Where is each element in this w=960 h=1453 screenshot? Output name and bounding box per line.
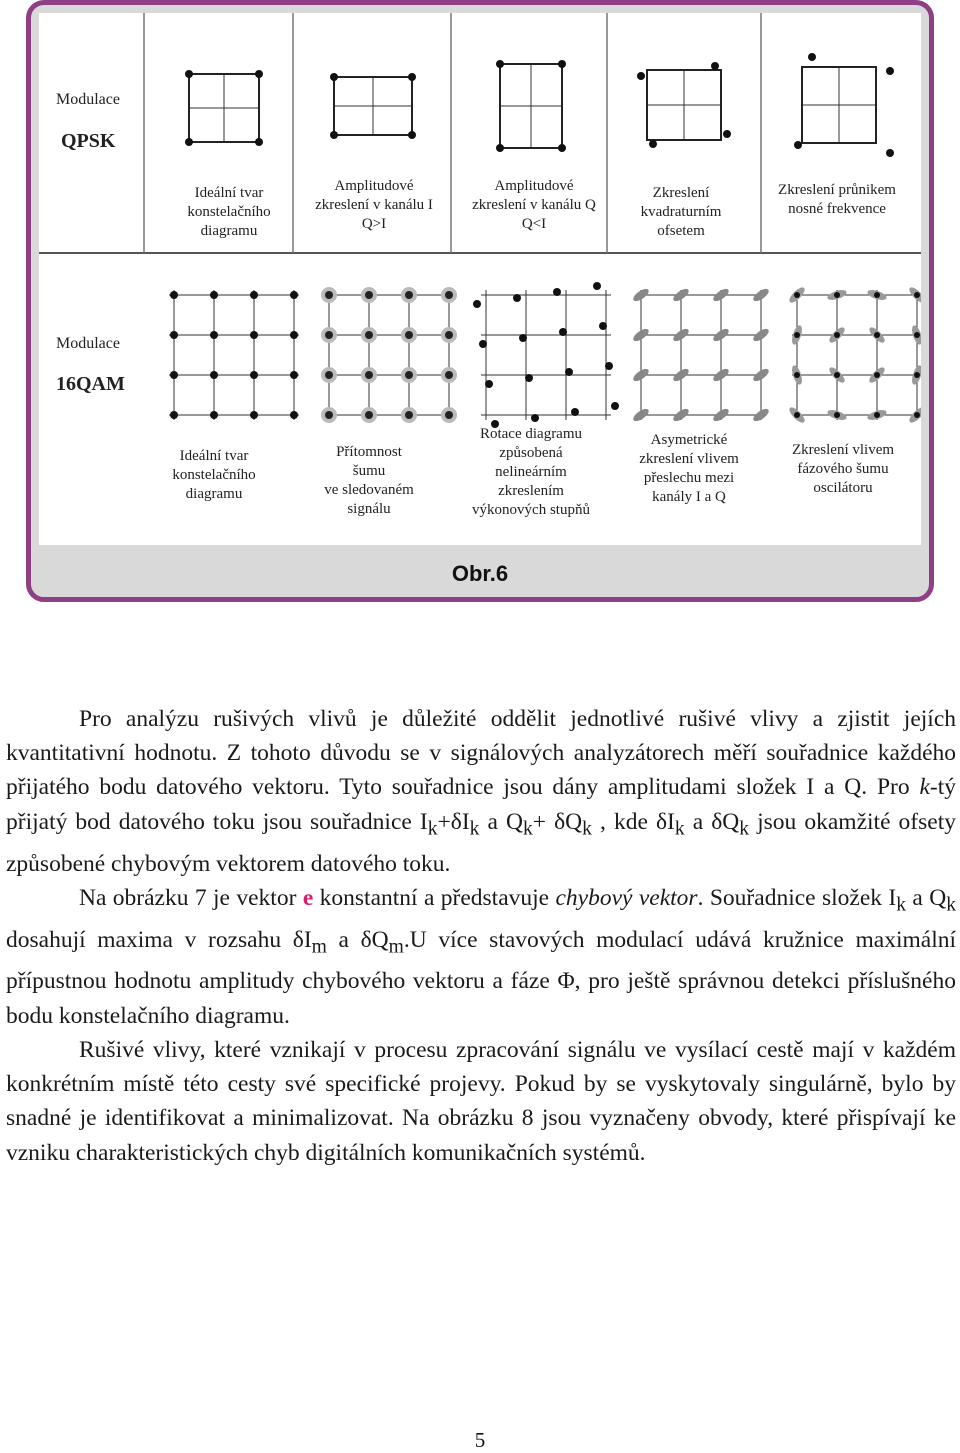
constellation-point [914,372,920,378]
figure-frame [26,0,934,602]
constellation-point [365,291,373,299]
constellation-point [496,60,504,68]
constellation-point [559,328,567,336]
constellation-point [558,60,566,68]
constellation-point [290,411,298,419]
constellation-point [874,412,880,418]
constellation-point [365,411,373,419]
constellation-point [723,130,731,138]
paragraph-3: Rušivé vlivy, které vznikají v procesu zpracování signálu ve vysílací cestě mají v každém konkrétním místě této cesty své specifické projevy. Pokud by se vyskytovaly singulárně, bylo by snadné je identifikovat a minimalizovat. Na obrázku 8 jsou vyznačeny obvody, které přispívají ke vzniku charakteristických chyb digitálních komunikačních systémů. [6,1036,956,1166]
constellation-point [834,332,840,338]
constellation-point [553,288,561,296]
constellation-point [531,414,539,422]
constellation-point [834,412,840,418]
constellation-point [834,372,840,378]
constellation-point [445,371,453,379]
constellation-point [637,72,645,80]
constellation-point [325,331,333,339]
constellation-point [599,322,607,330]
qam-label-top: Modulace [56,335,120,352]
constellation-point [250,291,258,299]
constellation-point [250,371,258,379]
constellation-point [170,371,178,379]
constellation-point [611,402,619,410]
constellation-point [255,138,263,146]
constellation-point [250,411,258,419]
constellation-point [914,412,920,418]
constellation-point [914,332,920,338]
constellation-point [365,331,373,339]
qam-caption-5: Zkreslení vlivem fázového šumu oscilátoru [791,442,895,496]
constellation-point [290,291,298,299]
constellation-point [649,140,657,148]
constellation-point [255,70,263,78]
constellation-point [445,331,453,339]
constellation-point [794,372,800,378]
body-text [6,702,956,1170]
constellation-point [834,292,840,298]
constellation-point [565,368,573,376]
page-number: 5 [474,1428,486,1452]
constellation-point [210,331,218,339]
constellation-point [405,371,413,379]
qam-caption-3: Rotace diagramu způsobená nelineárním zkreslením výkonových stupňů [472,426,590,518]
constellation-point [185,70,193,78]
qpsk-label-main: QPSK [61,130,116,152]
constellation-point [325,411,333,419]
constellation-point [525,374,533,382]
figure-panel [39,13,921,545]
constellation-point [558,144,566,152]
constellation-point [808,53,816,61]
constellation-point [473,300,481,308]
constellation-point [874,332,880,338]
qam-caption-2: Přítomnost šumu ve sledovaném signálu [324,444,414,517]
constellation-point [185,138,193,146]
constellation-point [330,131,338,139]
constellation-point [874,372,880,378]
constellation-point [170,411,178,419]
qpsk-label-top: Modulace [56,91,120,108]
constellation-point [571,408,579,416]
qpsk-caption-3: Amplitudové zkreslení v kanálu Q Q<I [472,178,596,232]
constellation-point [405,411,413,419]
constellation-point [519,334,527,342]
constellation-point [408,73,416,81]
constellation-point [794,292,800,298]
constellation-point [250,331,258,339]
constellation-point [711,62,719,70]
constellation-point [330,73,338,81]
constellation-point [210,291,218,299]
constellation-point [496,144,504,152]
paragraph-2: Na obrázku 7 je vektor e konstantní a představuje chybový vektor. Souřadnice složek $I_k$ a $Q_k$ dosahují maxima v rozsahu $\delta I_m$ a $\delta Q_m.U$ více stavových modulací udává kružnice maximální přípustnou hodnotu amplitudy chybového vektoru a fáze Φ, pro ještě správnou detekci příslušného bodu konstelačního diagramu. [6,884,957,1029]
figure-label: Obr.6 [451,561,509,586]
constellation-point [170,291,178,299]
constellation-point [886,149,894,157]
constellation-point [445,291,453,299]
constellation-point [445,411,453,419]
qpsk-caption-5: Zkreslení průnikem nosné frekvence [778,182,896,217]
constellation-point [513,294,521,302]
constellation-point [914,292,920,298]
constellation-point [408,131,416,139]
constellation-point [794,332,800,338]
constellation-point [325,371,333,379]
vector-e: e [302,884,314,911]
paragraph-1: Pro analýzu rušivých vlivů je důležité oddělit jednotlivé rušivé vlivy a zjistit jejích kvantitativní hodnotu. Z tohoto důvodu se v signálových analyzátorech měří souřadnice každého přijatého bodu datového vektoru. Tyto souřadnice jsou dány amplitudami složek I a Q. Pro k-tý přijatý bod datového toku jsou souřadnice $I_k+\delta I_k$ a $Q_k+ \delta Q_k$ , kde $\delta I_k$ a $\delta Q_k$ jsou okamžité ofsety způsobené chybovým vektorem datového toku. [6,706,956,877]
constellation-point [290,371,298,379]
constellation-point [405,331,413,339]
constellation-point [794,141,802,149]
constellation-point [170,331,178,339]
qpsk-caption-1: Ideální tvar konstelačního diagramu [187,185,271,239]
qam-caption-1: Ideální tvar konstelačního diagramu [172,448,256,502]
constellation-point [794,412,800,418]
constellation-point [405,291,413,299]
constellation-point [605,362,613,370]
constellation-point [479,340,487,348]
constellation-point [485,380,493,388]
qpsk-caption-4: Zkreslení kvadraturním ofsetem [640,185,722,239]
constellation-point [593,282,601,290]
constellation-point [290,331,298,339]
qpsk-caption-2: Amplitudové zkreslení v kanálu I Q>I [315,178,433,232]
constellation-point [325,291,333,299]
constellation-point [210,371,218,379]
qam-label-main: 16QAM [56,373,125,395]
qam-caption-4: Asymetrické zkreslení vlivem přeslechu mezi kanály I a Q [639,432,739,505]
constellation-point [886,67,894,75]
constellation-point [365,371,373,379]
constellation-point [874,292,880,298]
constellation-point [210,411,218,419]
